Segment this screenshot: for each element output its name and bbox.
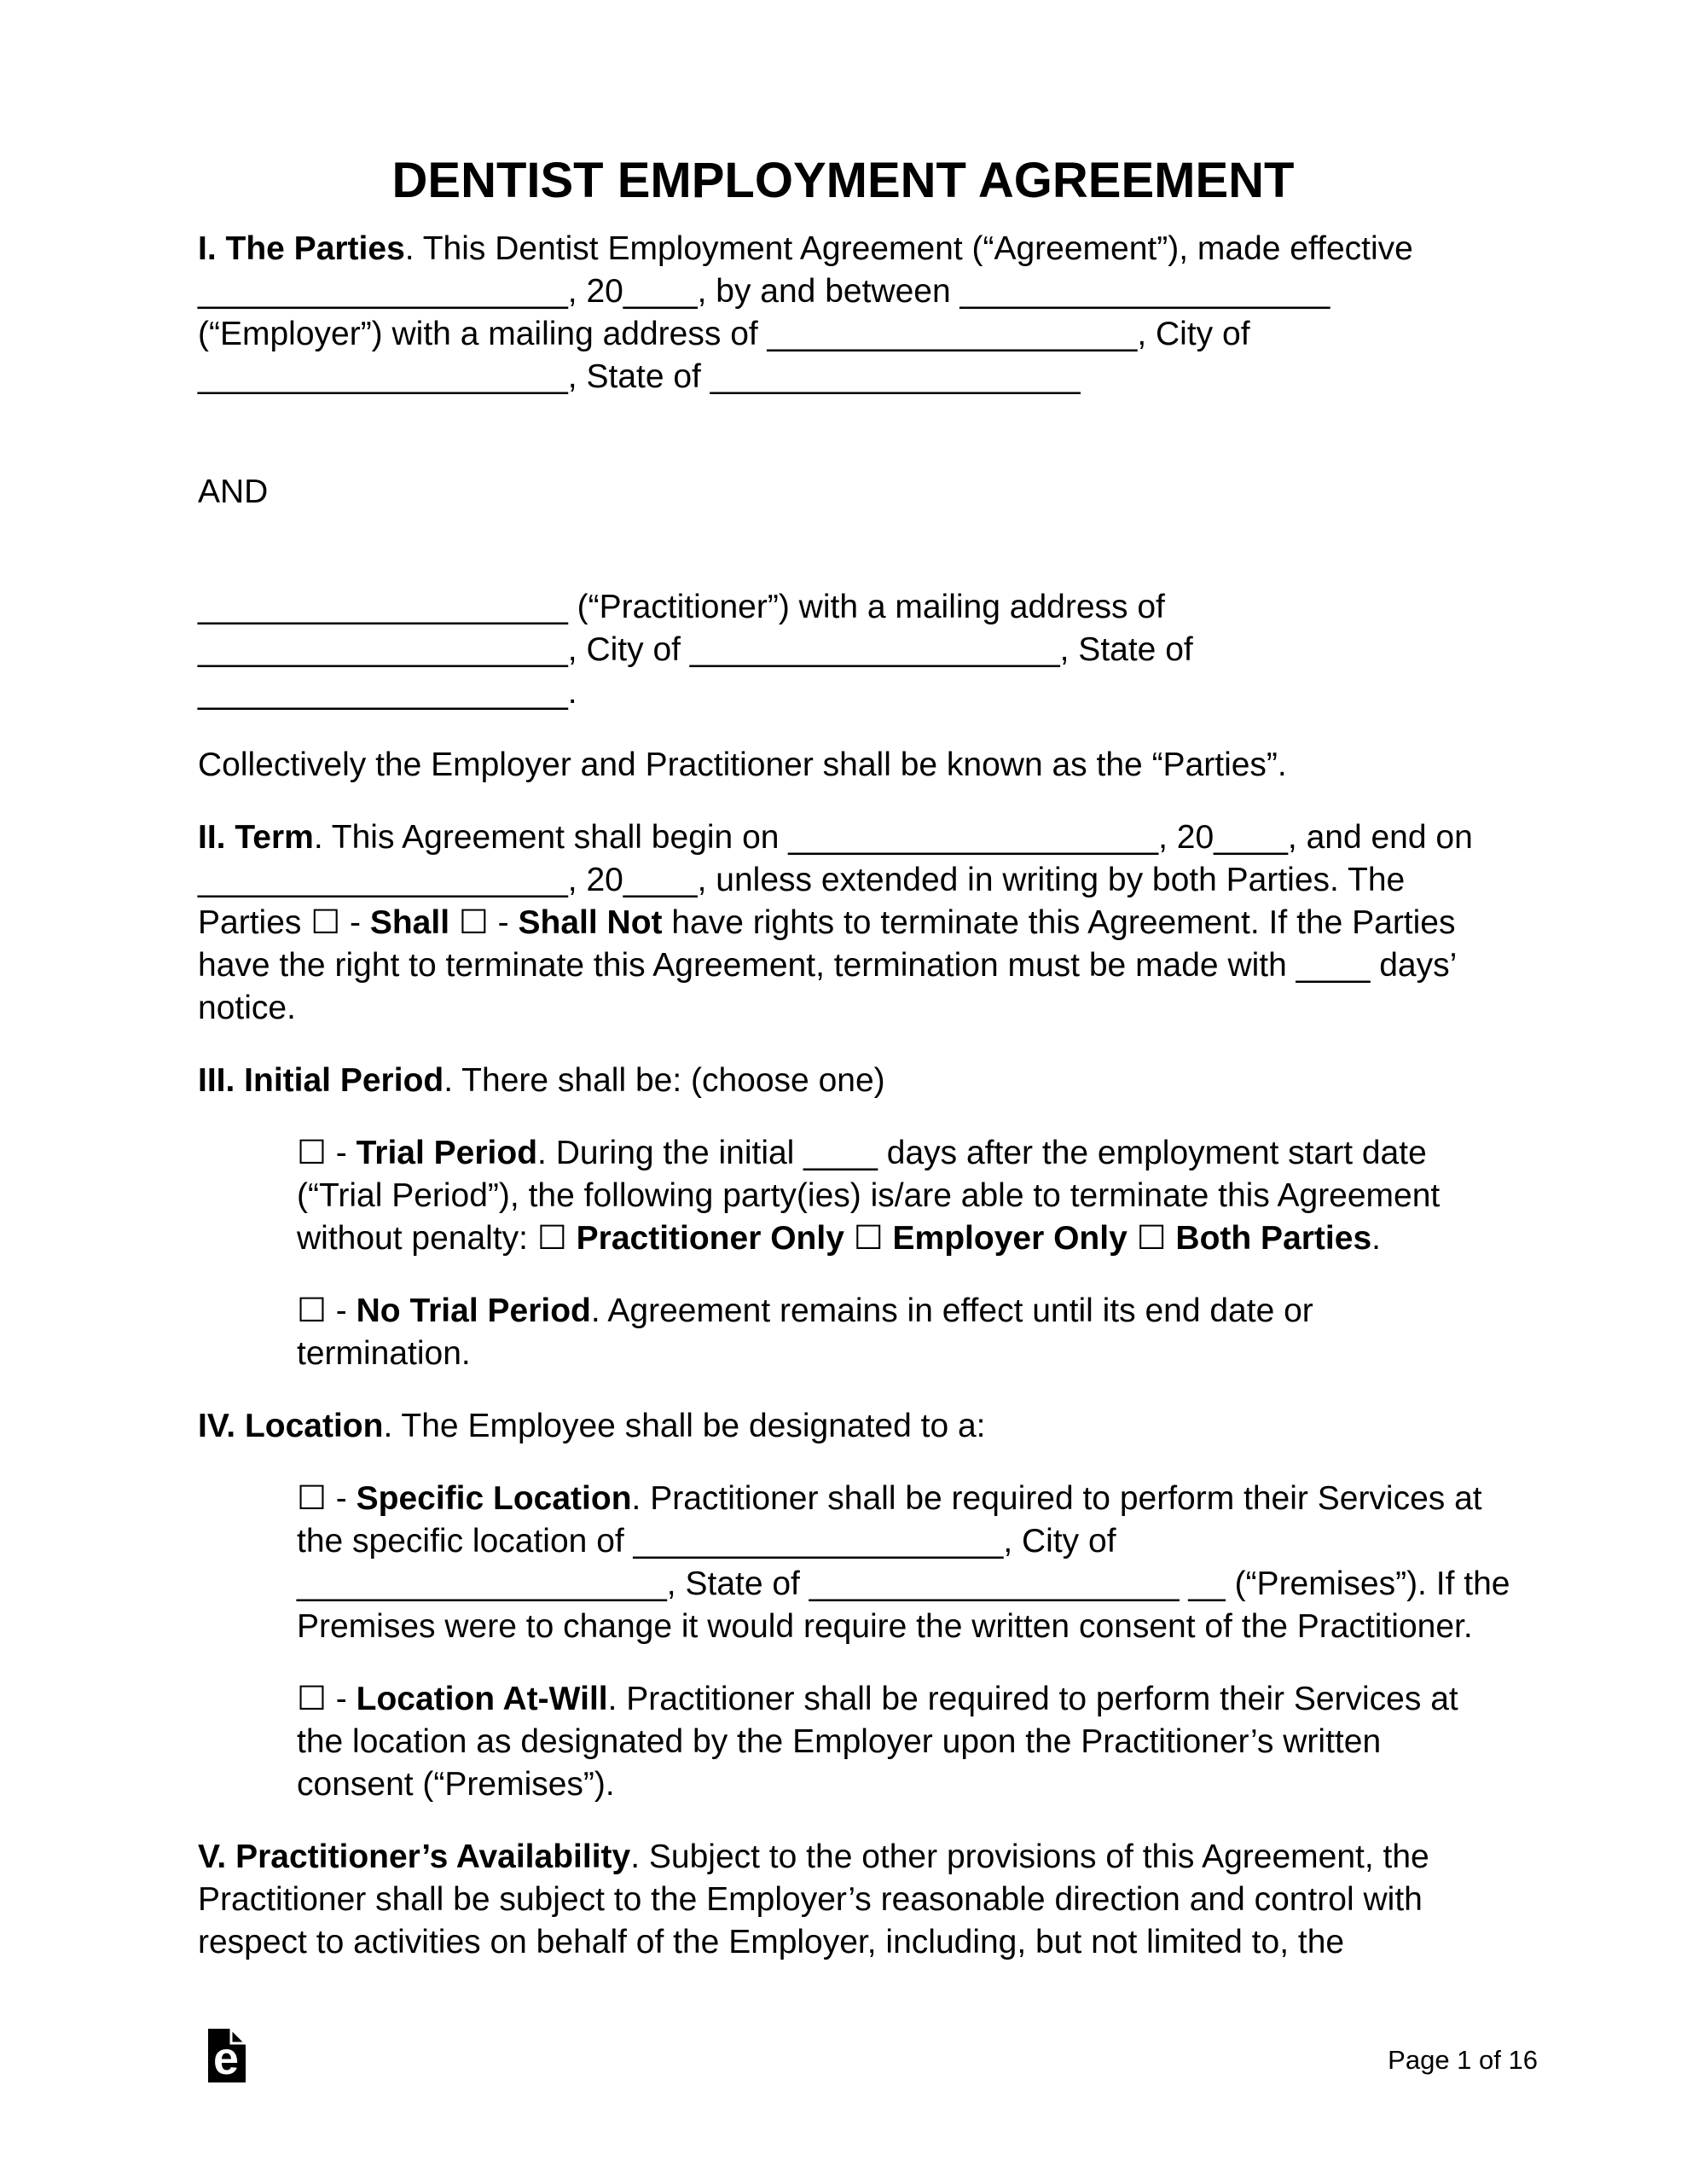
text: . Practitioner shall be required to perform their Services at xyxy=(631,1480,1482,1517)
bold-text: V. Practitioner’s Availability xyxy=(198,1838,631,1875)
text-line xyxy=(198,1405,1488,1448)
text: ____________________, 20____, by and between ____________________ xyxy=(198,273,1330,310)
text-line xyxy=(198,586,1488,629)
text-line xyxy=(198,902,1488,944)
text: ☐ - xyxy=(297,1135,357,1171)
text: ☐ - xyxy=(297,1681,357,1717)
text-line xyxy=(198,944,1488,987)
text: ☐ xyxy=(844,1220,893,1257)
text: . This Dentist Employment Agreement (“Agreement”), made effective xyxy=(404,230,1413,267)
text: respect to activities on behalf of the Employer, including, but not limited to, the xyxy=(198,1924,1345,1960)
bold-text: Shall Not xyxy=(518,904,663,941)
practitioner-party xyxy=(198,586,1488,714)
text-line xyxy=(198,313,1488,356)
text-line xyxy=(297,1721,1488,1763)
text-line xyxy=(297,1175,1488,1217)
text-line xyxy=(297,1333,1488,1375)
text: notice. xyxy=(198,990,296,1026)
text: Practitioner shall be subject to the Employer’s reasonable direction and control with xyxy=(198,1881,1423,1918)
text: have the right to terminate this Agreement, termination must be made with ____ days’ xyxy=(198,947,1458,984)
logo-letter: e xyxy=(212,2033,240,2082)
text-line xyxy=(198,1836,1488,1879)
collectively-clause xyxy=(198,744,1488,787)
text: (“Employer”) with a mailing address of ____________________, City of xyxy=(198,316,1250,352)
text-line xyxy=(297,1563,1510,1606)
text-line xyxy=(198,356,1488,398)
text: . Practitioner shall be required to perform their Services at xyxy=(607,1681,1458,1717)
text: (“Trial Period”), the following party(ies) is/are able to terminate this Agreement xyxy=(297,1177,1441,1214)
text: . This Agreement shall begin on ____________________, 20____, and end on xyxy=(313,819,1473,856)
text: ____________________, State of ____________________ xyxy=(198,358,1081,395)
text-line xyxy=(198,1921,1488,1964)
bold-text: Employer Only xyxy=(892,1220,1128,1257)
text-line xyxy=(297,1132,1488,1175)
text: AND xyxy=(198,473,269,510)
text-line xyxy=(198,228,1488,270)
text-line xyxy=(198,816,1488,859)
text: . Agreement remains in effect until its end date or xyxy=(590,1292,1313,1329)
text-line xyxy=(297,1763,1488,1806)
text-line xyxy=(198,471,1488,514)
document-content xyxy=(198,228,1510,1964)
text: Premises were to change it would require the written consent of the Practitioner. xyxy=(297,1608,1473,1645)
text-line xyxy=(297,1478,1488,1520)
section-5-availability xyxy=(198,1836,1488,1964)
text: have rights to terminate this Agreement. If the Parties xyxy=(662,904,1456,941)
page-number: Page 1 of 16 xyxy=(1388,2045,1538,2075)
text: the specific location of ____________________, City of xyxy=(297,1523,1116,1560)
eforms-logo-icon xyxy=(208,2029,246,2082)
bold-text: I. The Parties xyxy=(198,230,405,267)
option-specific-location xyxy=(198,1478,1510,1648)
text: the location as designated by the Employer upon the Practitioner’s written xyxy=(297,1723,1382,1760)
bold-text: Specific Location xyxy=(356,1480,632,1517)
bold-text: No Trial Period xyxy=(356,1292,591,1329)
text-line xyxy=(198,987,1488,1030)
text: . xyxy=(1371,1220,1381,1257)
text-line xyxy=(297,1217,1488,1260)
text: ☐ - xyxy=(297,1480,357,1517)
bold-text: IV. Location xyxy=(198,1408,384,1444)
bold-text: Practitioner Only xyxy=(576,1220,844,1257)
option-no-trial-period xyxy=(198,1290,1488,1375)
text: . The Employee shall be designated to a: xyxy=(383,1408,986,1444)
text: ____________________ (“Practitioner”) with a mailing address of xyxy=(198,589,1165,625)
text-line xyxy=(198,671,1488,714)
text-line xyxy=(297,1678,1488,1721)
document-title: DENTIST EMPLOYMENT AGREEMENT xyxy=(391,153,1295,208)
text-line xyxy=(297,1520,1488,1563)
text: ☐ - xyxy=(449,904,519,941)
text-line xyxy=(198,859,1488,902)
text: . Subject to the other provisions of this Agreement, the xyxy=(630,1838,1429,1875)
text-line xyxy=(198,270,1488,313)
document-body xyxy=(198,0,1510,1994)
text-line xyxy=(198,744,1488,787)
text: ____________________, State of ____________________ __ (“Premises”). If the xyxy=(297,1565,1510,1602)
bold-text: Location At-Will xyxy=(356,1681,608,1717)
bold-text: Trial Period xyxy=(356,1135,538,1171)
bold-text: Shall xyxy=(369,904,450,941)
bold-text: III. Initial Period xyxy=(198,1062,444,1099)
section-4-location-heading xyxy=(198,1405,1488,1448)
and-separator xyxy=(198,471,1488,514)
text: . During the initial ____ days after the employment start date xyxy=(537,1135,1427,1171)
text: ☐ - xyxy=(297,1292,357,1329)
text: ____________________, 20____, unless extended in writing by both Parties. The xyxy=(198,862,1406,898)
section-2-term xyxy=(198,816,1488,1030)
text-line xyxy=(198,1060,1488,1102)
option-trial-period xyxy=(198,1132,1488,1260)
text-line xyxy=(198,629,1488,671)
text: Collectively the Employer and Practitioner shall be known as the “Parties”. xyxy=(198,746,1287,783)
text: Parties ☐ - xyxy=(198,904,370,941)
text-line xyxy=(297,1290,1488,1333)
text: ____________________. xyxy=(198,674,577,711)
section-1-parties xyxy=(198,228,1488,398)
text-line xyxy=(297,1606,1488,1648)
section-3-initial-period-heading xyxy=(198,1060,1488,1102)
text: consent (“Premises”). xyxy=(297,1766,615,1803)
bold-text: Both Parties xyxy=(1175,1220,1372,1257)
text: ____________________, City of ____________________, State of xyxy=(198,631,1193,668)
text: termination. xyxy=(297,1335,471,1372)
text: without penalty: ☐ xyxy=(297,1220,577,1257)
bold-text: II. Term xyxy=(198,819,314,856)
text: . There shall be: (choose one) xyxy=(443,1062,885,1099)
text-line xyxy=(198,1879,1488,1921)
text: ☐ xyxy=(1127,1220,1176,1257)
option-location-at-will xyxy=(198,1678,1488,1806)
